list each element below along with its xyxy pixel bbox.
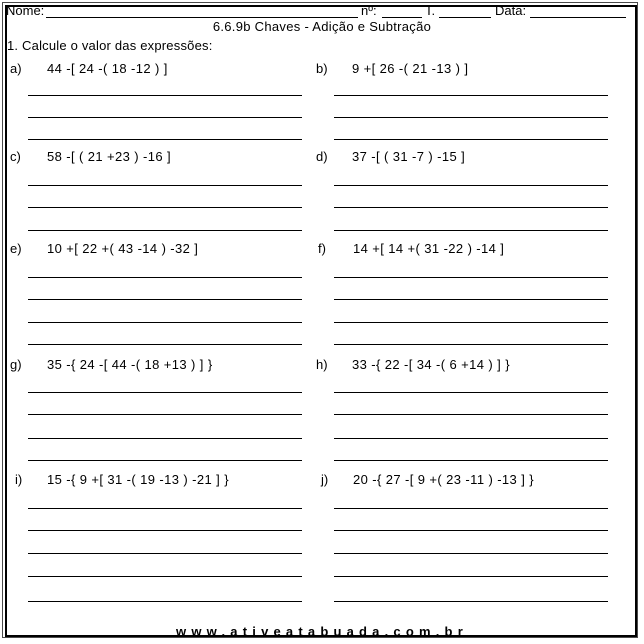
answer-line[interactable] xyxy=(28,117,302,118)
worksheet-title: 6.6.9b Chaves - Adição e Subtração xyxy=(212,19,432,34)
answer-line[interactable] xyxy=(28,392,302,393)
item-letter: d) xyxy=(316,149,328,164)
item-letter: j) xyxy=(321,472,329,487)
answer-line[interactable] xyxy=(334,277,608,278)
answer-line[interactable] xyxy=(334,299,608,300)
answer-line[interactable] xyxy=(28,185,302,186)
answer-line[interactable] xyxy=(334,139,608,140)
answer-line[interactable] xyxy=(28,438,302,439)
item-letter: g) xyxy=(10,357,22,372)
item-letter: i) xyxy=(15,472,23,487)
number-field[interactable] xyxy=(382,17,422,18)
answer-line[interactable] xyxy=(334,460,608,461)
answer-line[interactable] xyxy=(28,530,302,531)
answer-line[interactable] xyxy=(334,576,608,577)
item-expression: 58 -[ ( 21 +23 ) -16 ] xyxy=(47,149,172,164)
answer-line[interactable] xyxy=(28,414,302,415)
answer-line[interactable] xyxy=(28,576,302,577)
answer-line[interactable] xyxy=(334,414,608,415)
item-expression: 33 -{ 22 -[ 34 -( 6 +14 ) ] } xyxy=(352,357,510,372)
answer-line[interactable] xyxy=(28,601,302,602)
answer-line[interactable] xyxy=(28,277,302,278)
name-field[interactable] xyxy=(46,17,358,18)
date-label: Data: xyxy=(495,3,527,18)
answer-line[interactable] xyxy=(334,553,608,554)
site-url-footer: www.ativeatabuada.com.br xyxy=(176,624,468,639)
name-label: Nome: xyxy=(6,3,45,18)
number-label: nº: xyxy=(361,3,377,18)
answer-line[interactable] xyxy=(334,438,608,439)
answer-line[interactable] xyxy=(28,460,302,461)
answer-line[interactable] xyxy=(28,230,302,231)
answer-line[interactable] xyxy=(28,139,302,140)
item-letter: h) xyxy=(316,357,328,372)
answer-line[interactable] xyxy=(334,322,608,323)
answer-line[interactable] xyxy=(28,508,302,509)
item-expression: 10 +[ 22 +( 43 -14 ) -32 ] xyxy=(47,241,199,256)
answer-line[interactable] xyxy=(334,207,608,208)
answer-line[interactable] xyxy=(334,344,608,345)
answer-line[interactable] xyxy=(28,95,302,96)
answer-line[interactable] xyxy=(334,508,608,509)
answer-line[interactable] xyxy=(334,530,608,531)
item-expression: 44 -[ 24 -( 18 -12 ) ] xyxy=(47,61,168,76)
answer-line[interactable] xyxy=(334,392,608,393)
item-letter: f) xyxy=(318,241,326,256)
answer-line[interactable] xyxy=(334,230,608,231)
item-letter: e) xyxy=(10,241,22,256)
answer-line[interactable] xyxy=(28,322,302,323)
item-expression: 20 -{ 27 -[ 9 +( 23 -11 ) -13 ] } xyxy=(353,472,534,487)
answer-line[interactable] xyxy=(334,601,608,602)
item-expression: 9 +[ 26 -( 21 -13 ) ] xyxy=(352,61,469,76)
class-label: T. xyxy=(425,3,436,18)
item-letter: a) xyxy=(10,61,22,76)
item-letter: b) xyxy=(316,61,328,76)
instruction-text: 1. Calcule o valor das expressões: xyxy=(7,38,213,53)
item-expression: 37 -[ ( 31 -7 ) -15 ] xyxy=(352,149,466,164)
answer-line[interactable] xyxy=(28,344,302,345)
answer-line[interactable] xyxy=(334,185,608,186)
date-field[interactable] xyxy=(530,17,626,18)
answer-line[interactable] xyxy=(334,117,608,118)
page-frame xyxy=(2,2,638,638)
answer-line[interactable] xyxy=(334,95,608,96)
item-expression: 35 -{ 24 -[ 44 -( 18 +13 ) ] } xyxy=(47,357,213,372)
item-letter: c) xyxy=(10,149,21,164)
answer-line[interactable] xyxy=(28,553,302,554)
worksheet-header xyxy=(4,3,636,19)
answer-line[interactable] xyxy=(28,299,302,300)
worksheet-border xyxy=(5,5,637,637)
item-expression: 14 +[ 14 +( 31 -22 ) -14 ] xyxy=(353,241,505,256)
class-field[interactable] xyxy=(439,17,491,18)
answer-line[interactable] xyxy=(28,207,302,208)
item-expression: 15 -{ 9 +[ 31 -( 19 -13 ) -21 ] } xyxy=(47,472,229,487)
